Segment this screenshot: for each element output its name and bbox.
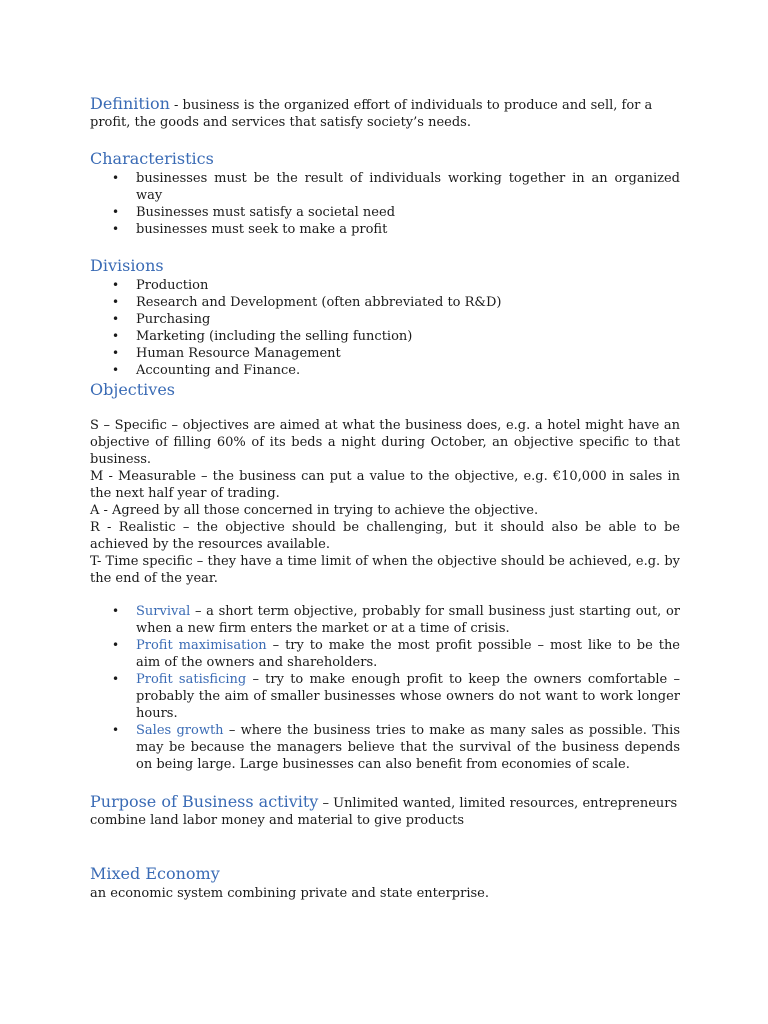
list-item: • Accounting and Finance.	[90, 362, 680, 379]
list-item: • businesses must be the result of individuals working together in an organized way	[90, 170, 680, 204]
objectives-heading: Objectives	[90, 380, 176, 399]
list-item: • Businesses must satisfy a societal need	[90, 204, 680, 221]
list-item	[90, 671, 680, 722]
purpose-paragraph	[90, 792, 680, 829]
objective-text: – a short term objective, probably for small business just starting out, or when a new firm enters the market or at a time of crisis.	[136, 604, 680, 636]
mixed-economy-text: an economic system combining private and state enterprise.	[90, 886, 489, 901]
smart-realistic: R - Realistic – the objective should be challenging, but it should also be able to be achieved by the resources available.	[90, 520, 680, 552]
objective-term: Survival	[136, 604, 191, 619]
definition-dash: -	[169, 98, 183, 113]
objective-text: – try to make enough profit to keep the owners comfortable – probably the aim of smaller businesses whose owners do not want to work longer hours.	[136, 672, 680, 721]
characteristics-list	[90, 170, 680, 238]
objective-types-list	[90, 603, 680, 773]
objective-term: Profit satisficing	[136, 672, 247, 687]
list-item: • Purchasing	[90, 311, 680, 328]
definition-paragraph	[90, 94, 680, 131]
smart-time-specific: T- Time specific – they have a time limit of when the objective should be achieved, e.g. by the end of the year.	[90, 554, 680, 586]
objective-text: – try to make the most profit possible – most like to be the aim of the owners and shareholders.	[136, 638, 681, 670]
list-item	[90, 603, 680, 637]
list-item: • Human Resource Management	[90, 345, 680, 362]
purpose-text: – Unlimited wanted, limited resources, entrepreneurs combine land labor money and material to give products	[90, 796, 678, 828]
characteristics-heading: Characteristics	[90, 149, 214, 168]
list-item	[90, 637, 680, 671]
list-item: • Production	[90, 277, 680, 294]
objective-text: – where the business tries to make as many sales as possible. This may be because the managers believe that the survival of the business depends on being large. Large businesses can also benefit from economies of scale.	[136, 723, 680, 772]
definition-text: business is the organized effort of individuals to produce and sell, for a profit, the goods and services that satisfy society’s needs.	[90, 98, 653, 130]
smart-measurable: M - Measurable – the business can put a value to the objective, e.g. €10,000 in sales in the next half year of trading.	[90, 469, 680, 501]
objective-term: Profit maximisation	[136, 638, 267, 653]
purpose-heading: Purpose of Business activity	[90, 792, 319, 811]
divisions-list	[90, 277, 680, 379]
list-item: • Marketing (including the selling function)	[90, 328, 680, 345]
list-item: • Research and Development (often abbreviated to R&D)	[90, 294, 680, 311]
list-item: • businesses must seek to make a profit	[90, 221, 680, 238]
smart-agreed: A - Agreed by all those concerned in trying to achieve the objective.	[90, 503, 539, 518]
objective-term: Sales growth	[136, 723, 224, 738]
divisions-heading: Divisions	[90, 256, 164, 275]
smart-specific: S – Specific – objectives are aimed at what the business does, e.g. a hotel might have an objective of filling 60% of its beds a night during October, an objective specific to that business.	[90, 418, 680, 467]
definition-heading: Definition	[90, 94, 170, 113]
list-item	[90, 722, 680, 773]
mixed-economy-heading: Mixed Economy	[90, 864, 220, 883]
smart-block	[90, 417, 680, 587]
